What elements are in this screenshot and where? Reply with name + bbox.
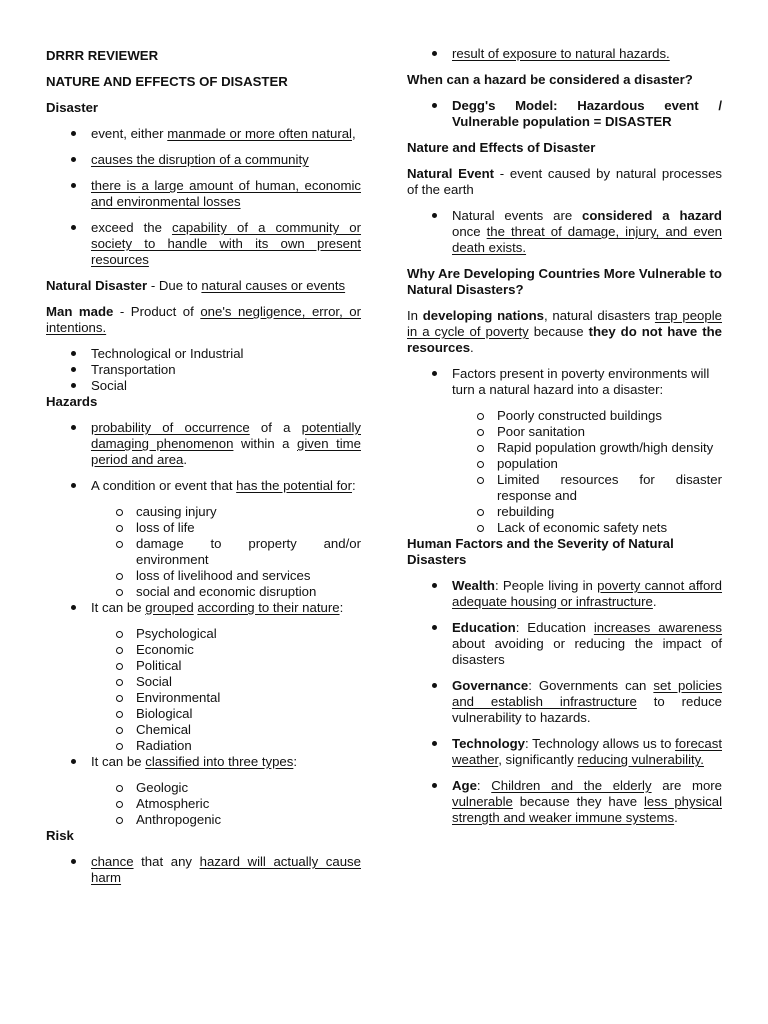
list-item: Factors present in poverty environments will turn a natural hazard into a disaster: xyxy=(407,366,722,398)
list-item: Poorly constructed buildings xyxy=(407,408,722,424)
list-item: Political xyxy=(46,658,361,674)
list-item: chance that any hazard will actually cause harm xyxy=(46,854,361,886)
human-factors-heading: Human Factors and the Severity of Natural Disasters xyxy=(407,536,674,567)
list-item: Natural events are considered a hazard once the threat of damage, injury, and even death exists. xyxy=(407,208,722,256)
list-item: It can be classified into three types: xyxy=(46,754,361,770)
list-item: A condition or event that has the potential for: xyxy=(46,478,361,494)
list-item: causing injury xyxy=(46,504,361,520)
list-item: It can be grouped according to their nature: xyxy=(46,600,361,616)
man-made-list xyxy=(46,346,361,394)
carry-list xyxy=(407,46,722,62)
list-item: damage to property and/or environment xyxy=(46,536,361,568)
list-item: Poor sanitation xyxy=(407,424,722,440)
list-item: Anthropogenic xyxy=(46,812,361,828)
list-item: Governance: Governments can set policies and establish infrastructure to reduce vulnerability to hazards. xyxy=(407,678,722,726)
list-item: population xyxy=(407,456,722,472)
list-item: exceed the capability of a community or society to handle with its own present resources xyxy=(46,220,361,268)
developing-paragraph: In developing nations, natural disasters trap people in a cycle of poverty because they do not have the resources. xyxy=(407,308,722,355)
list-item: Rapid population growth/high density xyxy=(407,440,722,456)
left-column xyxy=(46,48,361,886)
hazards-heading: Hazards xyxy=(46,394,98,409)
list-item: causes the disruption of a community xyxy=(46,152,361,168)
doc-title: DRRR REVIEWER xyxy=(46,48,159,63)
natural-event-definition: Natural Event - event caused by natural processes of the earth xyxy=(407,166,722,197)
list-item: loss of life xyxy=(46,520,361,536)
list-item: Economic xyxy=(46,642,361,658)
risk-list xyxy=(46,854,361,886)
natural-disaster-definition: Natural Disaster - Due to natural causes or events xyxy=(46,278,346,293)
list-item: event, either manmade or more often natural, xyxy=(46,126,361,142)
groups-list xyxy=(46,626,361,754)
hazards-list xyxy=(46,420,361,494)
list-item: Biological xyxy=(46,706,361,722)
list-item: Radiation xyxy=(46,738,361,754)
natural-event-list xyxy=(407,208,722,256)
disaster-heading: Disaster xyxy=(46,100,99,115)
list-item: probability of occurrence of a potentially damaging phenomenon within a given time period and area. xyxy=(46,420,361,468)
list-item: result of exposure to natural hazards. xyxy=(407,46,722,62)
list-item: loss of livelihood and services xyxy=(46,568,361,584)
list-item: Transportation xyxy=(46,362,361,378)
list-item: Limited resources for disaster response and xyxy=(407,472,722,504)
list-item: Social xyxy=(46,674,361,690)
disaster-list xyxy=(46,126,361,268)
human-factors-list xyxy=(407,578,722,826)
list-item: Technology: Technology allows us to forecast weather, significantly reducing vulnerability. xyxy=(407,736,722,768)
list-item: social and economic disruption xyxy=(46,584,361,600)
list-item: Geologic xyxy=(46,780,361,796)
nature-heading: Nature and Effects of Disaster xyxy=(407,140,596,155)
list-item: Education: Education increases awareness about avoiding or reducing the impact of disasters xyxy=(407,620,722,668)
list-item: Psychological xyxy=(46,626,361,642)
potential-list xyxy=(46,504,361,600)
doc-subtitle: NATURE AND EFFECTS OF DISASTER xyxy=(46,74,288,89)
list-item: rebuilding xyxy=(407,504,722,520)
hazards-list-2 xyxy=(46,600,361,616)
why-question: Why Are Developing Countries More Vulnerable to Natural Disasters? xyxy=(407,266,722,297)
list-item: there is a large amount of human, economic and environmental losses xyxy=(46,178,361,210)
list-item: Chemical xyxy=(46,722,361,738)
deggs-list xyxy=(407,98,722,130)
hazards-list-3 xyxy=(46,754,361,770)
when-question: When can a hazard be considered a disaster? xyxy=(407,72,693,87)
types-list xyxy=(46,780,361,828)
right-column xyxy=(407,46,722,826)
list-item: Degg's Model: Hazardous event / Vulnerable population = DISASTER xyxy=(407,98,722,130)
risk-heading: Risk xyxy=(46,828,74,843)
list-item: Age: Children and the elderly are more vulnerable because they have less physical strength and weaker immune systems. xyxy=(407,778,722,826)
factors-list xyxy=(407,408,722,536)
list-item: Wealth: People living in poverty cannot afford adequate housing or infrastructure. xyxy=(407,578,722,610)
list-item: Atmospheric xyxy=(46,796,361,812)
factors-intro-list xyxy=(407,366,722,398)
list-item: Social xyxy=(46,378,361,394)
list-item: Technological or Industrial xyxy=(46,346,361,362)
list-item: Environmental xyxy=(46,690,361,706)
list-item: Lack of economic safety nets xyxy=(407,520,722,536)
man-made-definition: Man made - Product of one's negligence, error, or intentions. xyxy=(46,304,361,335)
